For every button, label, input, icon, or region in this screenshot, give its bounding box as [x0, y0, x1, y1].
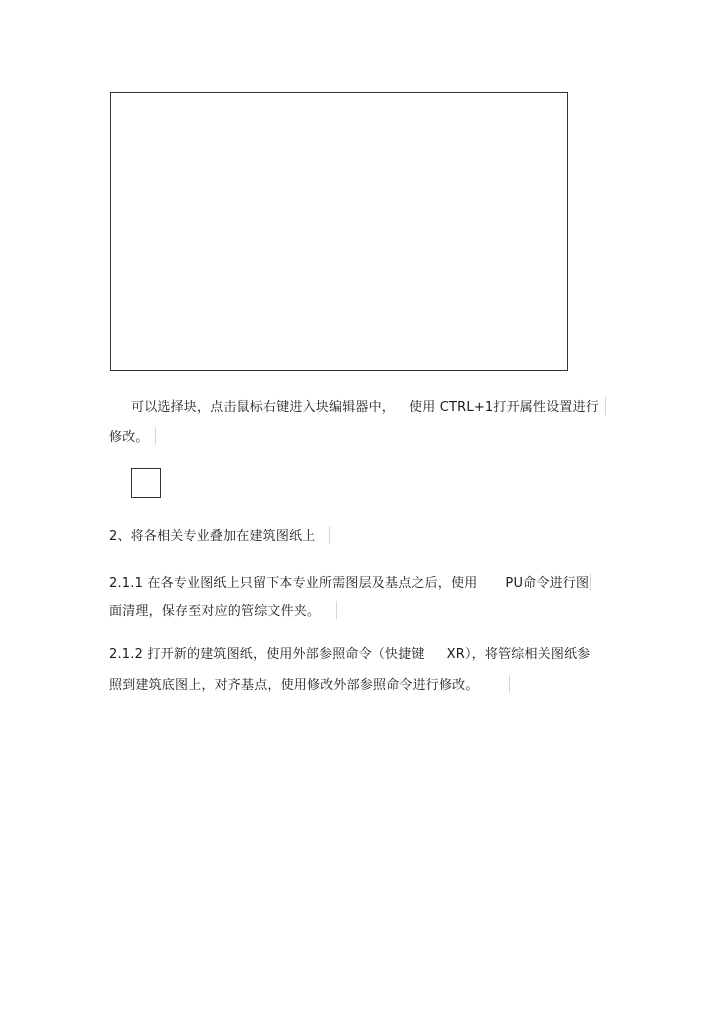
paragraph-line: [109, 647, 590, 663]
line-end-marker: [605, 397, 606, 415]
text-span: 2.1.1 在各专业图纸上只留下本专业所需图层及基点之后，使用: [109, 576, 478, 591]
text-span: 2.1.2 打开新的建筑图纸，使用外部参照命令（快捷键: [109, 647, 425, 662]
paragraph-line: [109, 675, 510, 694]
figure-placeholder-frame: [110, 92, 568, 371]
line-end-marker: [590, 573, 591, 591]
text-span: XR），将管综相关图纸参: [446, 647, 591, 662]
heading-text: 2、将各相关专业叠加在建筑图纸上: [109, 529, 316, 544]
text-span: PU命令进行图: [505, 576, 590, 591]
small-image-placeholder: [131, 468, 161, 498]
paragraph-line: [109, 601, 337, 620]
paragraph-line: [131, 397, 606, 416]
paragraph-line: [109, 427, 156, 446]
text-span: 面清理，保存至对应的管综文件夹。: [109, 604, 321, 619]
text-span: 修改。: [109, 430, 149, 445]
section-heading: [109, 526, 330, 545]
line-end-marker: [336, 601, 337, 619]
text-span: 照到建筑底图上，对齐基点，使用修改外部参照命令进行修改。: [109, 678, 479, 693]
text-span: 可以选择块，点击鼠标右键进入块编辑器中，: [131, 400, 396, 415]
line-end-marker: [329, 526, 330, 544]
paragraph-line: [109, 573, 591, 592]
line-end-marker: [155, 427, 156, 445]
text-span: 使用 CTRL+1打开属性设置进行: [409, 400, 600, 415]
line-end-marker: [509, 675, 510, 693]
